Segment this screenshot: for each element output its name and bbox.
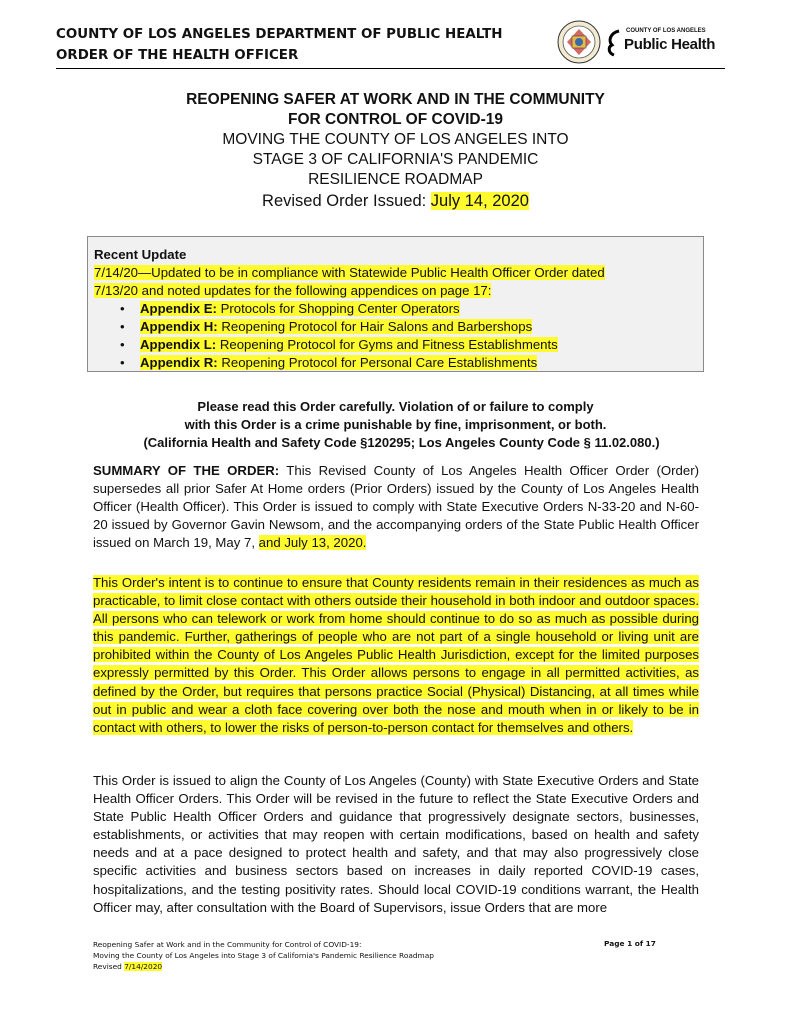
footer-revised: Revised 7/14/2020 (93, 962, 163, 971)
county-seal-icon (557, 20, 601, 64)
intent-paragraph: This Order's intent is to continue to ensure that County residents remain in their residences as much as practicable, to limit close contact with others outside their household in both indoor and outdoor spaces. All persons who can telework or work from home should continue to do so as much as possible during this pandemic. Further, gatherings of people who are not part of a single household or living unit are prohibited within the County of Los Angeles Public Health Jurisdiction, except for the limited purposes expressly permitted by this Order. This Order allows persons to engage in all permitted activities, as defined by the Order, but requires that persons practice Social (Physical) Distancing, at all times while out in public and wear a cloth face covering over both the nose and mouth when in or likely to be in contact with others, to lower the risks of person-to-person contact for themselves and others. (93, 575, 699, 735)
issued-line (0, 191, 791, 211)
title-line-1: REOPENING SAFER AT WORK AND IN THE COMMUNITY (186, 91, 605, 108)
header-line-2: ORDER OF THE HEALTH OFFICER (56, 48, 299, 63)
header-divider (56, 68, 725, 69)
header-line-1: COUNTY OF LOS ANGELES DEPARTMENT OF PUBLIC HEALTH (56, 27, 503, 42)
logo-county-text: COUNTY OF LOS ANGELES (626, 28, 706, 34)
warning-line-2: with this Order is a crime punishable by fine, imprisonment, or both. (184, 417, 607, 432)
logo-public-health-text: Public Health (624, 36, 716, 53)
public-health-logo (606, 27, 724, 61)
list-item: • Appendix E: Protocols for Shopping Center Operators (120, 301, 460, 316)
document-header (56, 24, 502, 66)
footer-line-2: Moving the County of Los Angeles into Stage 3 of California's Pandemic Resilience Roadmap (93, 951, 434, 960)
list-item: • Appendix H: Reopening Protocol for Hair Salons and Barbershops (120, 319, 533, 334)
document-footer (93, 939, 434, 972)
recent-update-box (87, 236, 704, 372)
public-health-mark-icon (606, 29, 622, 57)
title-line-4: STAGE 3 OF CALIFORNIA'S PANDEMIC (252, 151, 539, 168)
page-number: Page 1 of 17 (604, 939, 656, 948)
list-item: • Appendix R: Reopening Protocol for Personal Care Establishments (120, 355, 538, 370)
recent-update-heading: Recent Update (94, 247, 187, 262)
warning-line-3: (California Health and Safety Code §120295; Los Angeles County Code § 11.02.080.) (143, 435, 660, 450)
title-line-5: RESILIENCE ROADMAP (308, 171, 483, 188)
appendix-list (94, 300, 697, 372)
footer-line-1: Reopening Safer at Work and in the Community for Control of COVID-19: (93, 940, 362, 949)
issued-label: Revised Order Issued: (262, 192, 431, 210)
title-line-3: MOVING THE COUNTY OF LOS ANGELES INTO (222, 131, 569, 148)
align-paragraph: This Order is issued to align the County of Los Angeles (County) with State Executive Orders and State Health Officer Orders. This Order will be revised in the future to reflect the State Executive Orders and State Public Health Officer Orders and guidance that progressively designate sectors, businesses, establishments, or activities that may reopen with certain modifications, based on health and safety needs and at a pace designed to protect health and safety, and that may also progressively close specific activities and business sectors based on increases in daily reported COVID-19 cases, hospitalizations, and the testing positivity rates. Should local COVID-19 conditions warrant, the Health Officer may, after consultation with the Board of Supervisors, issue Orders that are more (93, 773, 699, 915)
summary-label: SUMMARY OF THE ORDER: (93, 463, 280, 478)
recent-update-text: 7/14/20—Updated to be in compliance with Statewide Public Health Officer Order dated 7/13/20 and noted updates for the following appendices on page 17: (94, 265, 605, 298)
summary-paragraph: SUMMARY OF THE ORDER: This Revised County of Los Angeles Health Officer Order (Order) supersedes all prior Safer At Home orders (Prior Orders) issued by the County of Los Angeles Health Officer (Health Officer). This Order is issued to comply with State Executive Orders N-33-20 and N-60-20 issued by Governor Gavin Newsom, and the accompanying orders of the State Public Health Officer issued on March 19, May 7, and July 13, 2020. (93, 463, 699, 551)
list-item: • Appendix L: Reopening Protocol for Gyms and Fitness Establishments (120, 337, 558, 352)
issued-date: July 14, 2020 (430, 192, 529, 210)
title-line-2: FOR CONTROL OF COVID-19 (287, 111, 503, 128)
warning-line-1: Please read this Order carefully. Violation of or failure to comply (197, 399, 594, 414)
